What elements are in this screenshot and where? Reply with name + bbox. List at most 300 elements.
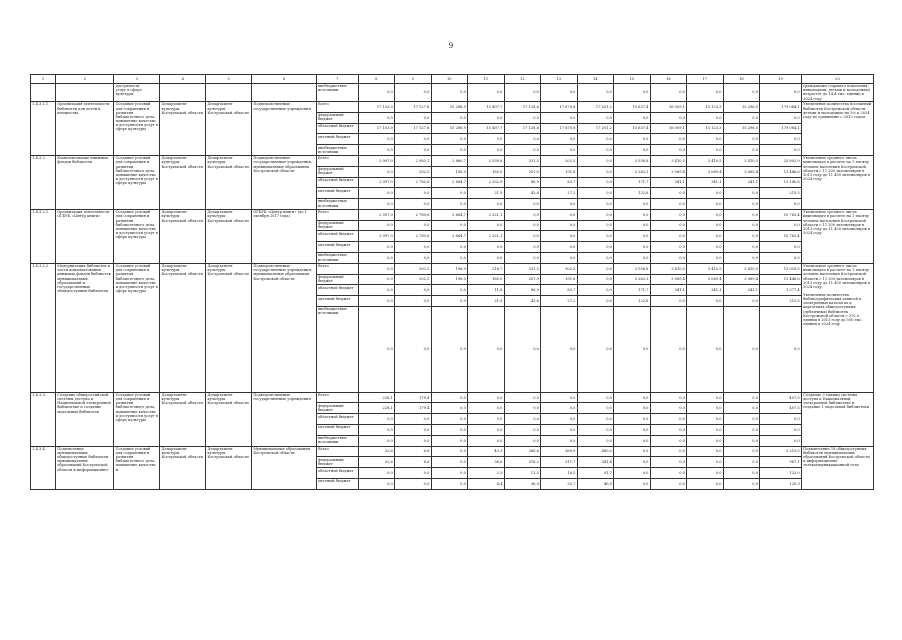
- column-number: 13: [541, 75, 578, 84]
- funding-value: 3 556,8: [614, 263, 651, 274]
- funding-value: 36,9: [504, 478, 541, 489]
- funding-value: 0,0: [504, 112, 541, 123]
- funding-value: 341,1: [687, 177, 724, 188]
- funding-value: 0,0: [687, 242, 724, 253]
- funding-value: 0,0: [650, 188, 687, 199]
- funding-value: 21,9: [468, 296, 505, 307]
- funding-value: 196,0: [431, 166, 468, 177]
- funding-value: 2 664,7: [431, 209, 468, 220]
- funding-value: 0,0: [687, 425, 724, 436]
- funding-value: 122,8: [614, 188, 651, 199]
- funding-value: 3 069,4: [723, 166, 760, 177]
- funding-value: 0,0: [358, 296, 395, 307]
- column-number: 1: [31, 75, 56, 84]
- funding-value: 0,0: [541, 242, 578, 253]
- funding-value: 2 997,0: [358, 209, 395, 220]
- funding-value: 32,7: [541, 478, 578, 489]
- funding-value: 15 039,5: [760, 263, 802, 274]
- funding-value: 0,0: [468, 145, 505, 156]
- funding-value: 0,0: [431, 306, 468, 392]
- item-task: Создание условий для сохранения и развития библиотечного дела, повышение качества и доступности услуг в сфере культуры: [114, 209, 160, 263]
- funding-value: 0,0: [577, 263, 614, 274]
- item-task: Создание условий для сохранения и развития библиотечного дела, повышение качества и: [114, 446, 160, 489]
- funding-value: 3 069,4: [650, 166, 687, 177]
- funding-value: 0,0: [650, 231, 687, 242]
- funding-source: Всего: [316, 263, 358, 274]
- funding-value: 13 446,6: [760, 274, 802, 285]
- funding-value: 0,0: [650, 457, 687, 468]
- funding-value: 17 670,6: [541, 123, 578, 134]
- funding-value: 15 123,3: [687, 102, 724, 113]
- funding-value: 0,0: [723, 446, 760, 457]
- funding-value: 215,5: [760, 296, 802, 307]
- funding-value: 0,0: [431, 296, 468, 307]
- funding-value: 0,0: [577, 166, 614, 177]
- funding-value: 0,0: [614, 83, 651, 101]
- funding-value: 0,0: [358, 435, 395, 446]
- funding-value: 0,0: [723, 220, 760, 231]
- funding-value: 2 997,0: [358, 231, 395, 242]
- funding-value: 0,0: [431, 253, 468, 264]
- funding-value: 0,0: [723, 253, 760, 264]
- funding-value: 0,0: [358, 414, 395, 425]
- column-number: 15: [614, 75, 651, 84]
- expected-result: Увеличение среднего числа книговыдач в расчете на 1 тысячу человек населения Костромской области с 11 200 экземпляров в 2013 году до 11 450 экземпляров в 2024 году: [801, 209, 873, 263]
- item-name: Организация деятельности библиотек для детей и юношества: [56, 102, 114, 156]
- funding-source: Всего: [316, 102, 358, 113]
- funding-value: 0,0: [431, 134, 468, 145]
- funding-value: 407,5: [760, 392, 802, 403]
- item-recipient: Подведомственные государственные учреждения: [252, 102, 317, 156]
- funding-value: 0,0: [431, 414, 468, 425]
- item-executor: Департамент культуры Костромской области: [160, 209, 206, 263]
- funding-value: 16 009,1: [650, 102, 687, 113]
- column-number: 16: [650, 75, 687, 84]
- funding-value: 266,6: [504, 446, 541, 457]
- funding-source: областной бюджет: [316, 468, 358, 479]
- funding-value: 341,4: [577, 457, 614, 468]
- funding-value: 0,0: [723, 306, 760, 392]
- funding-value: 0,0: [723, 392, 760, 403]
- funding-value: 0,0: [468, 403, 505, 414]
- funding-value: 1 377,4: [760, 285, 802, 296]
- funding-value: 0,0: [577, 253, 614, 264]
- funding-value: 0,0: [577, 83, 614, 101]
- funding-value: 2 860,7: [431, 155, 468, 166]
- funding-value: 0,0: [577, 177, 614, 188]
- funding-value: 341,1: [650, 285, 687, 296]
- funding-value: 0,0: [614, 468, 651, 479]
- funding-value: 0,0: [395, 188, 432, 199]
- funding-source: внебюджетные источники: [316, 253, 358, 264]
- funding-source: Всего: [316, 155, 358, 166]
- item-code: 1.4.3.3.: [31, 392, 56, 446]
- funding-value: 0,0: [358, 134, 395, 145]
- funding-value: 0,0: [614, 134, 651, 145]
- item-recipient: Подведомственные государственные учреждения, муниципальные образования Костромской области: [252, 155, 317, 209]
- funding-value: 3 410,5: [650, 263, 687, 274]
- funding-value: 17 128,6: [504, 102, 541, 113]
- funding-value: 0,0: [577, 425, 614, 436]
- funding-value: 407,5: [760, 403, 802, 414]
- funding-value: 0,0: [723, 231, 760, 242]
- funding-value: 196,0: [431, 263, 468, 274]
- funding-value: 0,0: [577, 392, 614, 403]
- funding-value: 202,5: [395, 166, 432, 177]
- funding-value: 0,0: [614, 306, 651, 392]
- funding-value: 0,0: [395, 145, 432, 156]
- funding-source: областной бюджет: [316, 414, 358, 425]
- funding-value: 0,0: [687, 188, 724, 199]
- funding-value: 191,6: [541, 274, 578, 285]
- funding-value: 27,2: [541, 296, 578, 307]
- funding-value: 179,4: [395, 403, 432, 414]
- funding-value: 0,0: [468, 112, 505, 123]
- funding-value: 341,1: [687, 285, 724, 296]
- funding-value: 0,0: [431, 220, 468, 231]
- funding-value: 86,9: [504, 285, 541, 296]
- funding-source: федеральный бюджет: [316, 112, 358, 123]
- funding-value: 0,0: [358, 145, 395, 156]
- funding-value: 331,5: [504, 263, 541, 274]
- funding-value: 11,8: [468, 285, 505, 296]
- item-code: 1.4.3.2.1.: [31, 209, 56, 263]
- funding-value: 0,0: [431, 145, 468, 156]
- funding-value: 0,0: [650, 253, 687, 264]
- funding-value: 0,0: [687, 478, 724, 489]
- funding-value: 17 127,8: [395, 102, 432, 113]
- funding-value: 0,0: [577, 403, 614, 414]
- funding-value: 0,0: [650, 468, 687, 479]
- funding-value: 0,0: [614, 231, 651, 242]
- funding-value: 3 262,3: [614, 166, 651, 177]
- funding-value: 0,0: [395, 112, 432, 123]
- funding-value: 0,0: [650, 296, 687, 307]
- funding-value: 0,0: [614, 112, 651, 123]
- funding-value: 191,6: [541, 166, 578, 177]
- funding-value: 1 219,0: [760, 446, 802, 457]
- item-executor: Департамент культуры Костромской области: [160, 155, 206, 209]
- funding-value: 0,0: [650, 145, 687, 156]
- funding-value: 10 763,4: [760, 209, 802, 220]
- funding-value: 302,5: [541, 263, 578, 274]
- funding-source: Всего: [316, 392, 358, 403]
- funding-value: 0,0: [614, 446, 651, 457]
- funding-value: 0,0: [577, 231, 614, 242]
- funding-value: 0,0: [395, 285, 432, 296]
- funding-value: 0,0: [723, 209, 760, 220]
- funding-value: 0,0: [614, 435, 651, 446]
- funding-value: 0,0: [577, 414, 614, 425]
- funding-value: 0,0: [504, 220, 541, 231]
- funding-value: 0,0: [504, 199, 541, 210]
- funding-value: 0,0: [468, 306, 505, 392]
- funding-value: 0,0: [723, 425, 760, 436]
- funding-value: 0,0: [723, 468, 760, 479]
- funding-value: 120,9: [760, 478, 802, 489]
- funding-value: 122,8: [614, 296, 651, 307]
- funding-value: 91,7: [577, 468, 614, 479]
- item-executor: [160, 83, 206, 101]
- funding-value: 0,0: [395, 478, 432, 489]
- column-number: 5: [206, 75, 252, 84]
- item-task: Создание условий для сохранения и развития библиотечного дела, повышение качества и доступности услуг в сфере культуры: [114, 392, 160, 446]
- funding-value: 179 084,1: [760, 102, 802, 113]
- funding-value: 0,0: [358, 425, 395, 436]
- funding-value: 0,0: [431, 188, 468, 199]
- funding-value: 0,0: [431, 425, 468, 436]
- funding-value: 17 201,2: [577, 123, 614, 134]
- funding-value: 0,0: [431, 392, 468, 403]
- column-number: 19: [760, 75, 802, 84]
- funding-value: 0,0: [650, 478, 687, 489]
- funding-value: 171,7: [614, 285, 651, 296]
- funding-value: 43,3: [468, 446, 505, 457]
- funding-value: 0,0: [687, 231, 724, 242]
- column-number: 18: [723, 75, 760, 84]
- funding-value: 0,0: [395, 242, 432, 253]
- funding-value: 0,0: [395, 296, 432, 307]
- funding-value: 0,0: [723, 435, 760, 446]
- funding-value: 0,0: [577, 188, 614, 199]
- funding-value: 0,0: [395, 199, 432, 210]
- funding-value: 0,0: [395, 468, 432, 479]
- funding-value: 0,0: [431, 83, 468, 101]
- funding-value: 13 446,6: [760, 166, 802, 177]
- funding-value: 15 288,9: [431, 102, 468, 113]
- column-number: 14: [577, 75, 614, 84]
- funding-source: федеральный бюджет: [316, 457, 358, 468]
- funding-value: 0,0: [468, 425, 505, 436]
- expected-result: Создание 3 единиц системы доступа к Национальной электронной библиотеке и создание 1 модельной библиотеки: [801, 392, 873, 446]
- funding-value: 2 780,6: [395, 231, 432, 242]
- funding-value: 3 069,4: [687, 166, 724, 177]
- item-code: 1.4.3.2.: [31, 155, 56, 209]
- table-row: [31, 209, 874, 220]
- funding-value: 0,0: [577, 296, 614, 307]
- funding-value: 3 410,5: [723, 263, 760, 274]
- funding-value: 0,0: [504, 253, 541, 264]
- funding-value: 2 780,6: [395, 209, 432, 220]
- funding-value: 0,0: [504, 403, 541, 414]
- funding-value: 0,0: [541, 392, 578, 403]
- funding-value: 0,0: [650, 209, 687, 220]
- funding-value: 0,0: [541, 231, 578, 242]
- funding-value: 0,0: [760, 253, 802, 264]
- funding-value: 228,1: [358, 392, 395, 403]
- column-number: 2: [56, 75, 114, 84]
- funding-source: областной бюджет: [316, 285, 358, 296]
- funding-value: 369,9: [541, 446, 578, 457]
- funding-value: 0,0: [431, 478, 468, 489]
- funding-value: 10 763,4: [760, 231, 802, 242]
- funding-source: Всего: [316, 209, 358, 220]
- funding-source: местный бюджет: [316, 242, 358, 253]
- funding-value: 0,0: [504, 425, 541, 436]
- funding-value: 0,0: [358, 112, 395, 123]
- column-number: 7: [316, 75, 358, 84]
- funding-source: местный бюджет: [316, 188, 358, 199]
- funding-value: 0,0: [687, 199, 724, 210]
- funding-source: федеральный бюджет: [316, 274, 358, 285]
- funding-source: внебюджетные источники: [316, 435, 358, 446]
- item-coexecutor: Департамент культуры Костромской области: [206, 446, 252, 489]
- funding-value: 0,0: [650, 414, 687, 425]
- funding-value: 52,6: [358, 457, 395, 468]
- funding-value: 0,0: [541, 145, 578, 156]
- funding-source: Всего: [316, 446, 358, 457]
- funding-value: 0,0: [358, 242, 395, 253]
- funding-value: 0,0: [760, 414, 802, 425]
- funding-value: 0,0: [760, 145, 802, 156]
- item-coexecutor: Департамент культуры Костромской области: [206, 155, 252, 209]
- expected-result: Увеличение среднего числа книговыдач в расчете на 1 тысячу человек населения Костромской области с 11 200 экземпляров в 2013 году до 11 450 экземпляров в 2024 году: [801, 155, 873, 209]
- funding-value: 0,0: [504, 392, 541, 403]
- funding-value: 15 288,9: [431, 123, 468, 134]
- item-name: Подключение муниципальных общедоступных библиотек муниципальных образований Костромской области к информационно-: [56, 446, 114, 489]
- funding-value: 218,2: [504, 457, 541, 468]
- funding-value: 0,0: [431, 446, 468, 457]
- item-code: [31, 83, 56, 101]
- funding-value: 0,0: [687, 457, 724, 468]
- funding-source: федеральный бюджет: [316, 166, 358, 177]
- funding-value: 228,1: [358, 403, 395, 414]
- funding-value: 0,0: [358, 83, 395, 101]
- funding-value: 0,0: [687, 446, 724, 457]
- funding-value: 0,0: [395, 414, 432, 425]
- funding-value: 202,5: [395, 274, 432, 285]
- item-name: Комплектование книжных фондов библиотек: [56, 155, 114, 209]
- funding-value: 0,0: [541, 435, 578, 446]
- column-number-row: [31, 75, 874, 84]
- item-code: 1.4.3.4.: [31, 446, 56, 489]
- funding-value: 0,0: [760, 242, 802, 253]
- funding-value: 46,9: [577, 478, 614, 489]
- funding-value: 2 321,1: [468, 209, 505, 220]
- funding-value: 202,5: [541, 155, 578, 166]
- funding-value: 6,6: [395, 457, 432, 468]
- column-number: 11: [468, 75, 505, 84]
- funding-value: 0,0: [650, 199, 687, 210]
- funding-value: 0,0: [614, 199, 651, 210]
- item-executor: Департамент культуры Костромской области: [160, 102, 206, 156]
- funding-value: 0,0: [760, 425, 802, 436]
- funding-value: 331,5: [504, 155, 541, 166]
- funding-value: 0,0: [577, 306, 614, 392]
- funding-value: 2 539,8: [468, 155, 505, 166]
- funding-value: 16,5: [541, 468, 578, 479]
- funding-value: 0,0: [468, 435, 505, 446]
- funding-value: 0,0: [650, 435, 687, 446]
- funding-value: 0,0: [358, 166, 395, 177]
- funding-value: 0,0: [577, 155, 614, 166]
- funding-value: 201,0: [504, 274, 541, 285]
- column-number: 9: [395, 75, 432, 84]
- funding-value: 0,0: [687, 83, 724, 101]
- funding-value: 0,0: [614, 253, 651, 264]
- funding-value: 0,0: [504, 435, 541, 446]
- funding-value: 15 637,4: [614, 102, 651, 113]
- funding-value: 0,0: [614, 403, 651, 414]
- table-row: [31, 83, 874, 101]
- funding-value: 0,0: [395, 83, 432, 101]
- funding-value: 0,0: [614, 414, 651, 425]
- funding-value: 0,0: [760, 112, 802, 123]
- funding-value: 0,0: [723, 414, 760, 425]
- funding-value: 2 321,1: [468, 231, 505, 242]
- table-row: [31, 155, 874, 166]
- item-name: [56, 83, 114, 101]
- funding-value: 0,0: [577, 134, 614, 145]
- column-number: 8: [358, 75, 395, 84]
- funding-value: 0,0: [687, 414, 724, 425]
- funding-source: внебюджетные источники: [316, 83, 358, 101]
- funding-value: 0,0: [577, 285, 614, 296]
- funding-value: 2 664,7: [431, 231, 468, 242]
- funding-value: 0,0: [723, 145, 760, 156]
- item-code: 1.4.3.2.2.: [31, 263, 56, 392]
- column-number: 17: [687, 75, 724, 84]
- funding-value: 0,0: [650, 220, 687, 231]
- funding-value: 0,0: [541, 209, 578, 220]
- column-number: 12: [504, 75, 541, 84]
- funding-value: 17 127,8: [395, 123, 432, 134]
- funding-value: 0,0: [431, 112, 468, 123]
- funding-value: 0,0: [358, 274, 395, 285]
- funding-value: 17 128,6: [504, 123, 541, 134]
- funding-source: областной бюджет: [316, 231, 358, 242]
- funding-value: 36,6: [468, 457, 505, 468]
- funding-value: 0,0: [687, 220, 724, 231]
- funding-value: 215,5: [760, 188, 802, 199]
- funding-source: областной бюджет: [316, 177, 358, 188]
- funding-value: 0,0: [650, 134, 687, 145]
- funding-value: 480,0: [577, 446, 614, 457]
- funding-value: 341,1: [723, 177, 760, 188]
- funding-value: 122,0: [760, 468, 802, 479]
- funding-value: 179 084,1: [760, 123, 802, 134]
- funding-value: 83,7: [541, 177, 578, 188]
- funding-value: 15 296,5: [723, 102, 760, 113]
- funding-value: 0,0: [431, 435, 468, 446]
- funding-value: 43,6: [504, 188, 541, 199]
- funding-value: 0,0: [723, 134, 760, 145]
- funding-value: 0,0: [541, 220, 578, 231]
- funding-value: 0,0: [723, 296, 760, 307]
- funding-value: 0,0: [760, 134, 802, 145]
- funding-value: 15 123,3: [687, 123, 724, 134]
- item-coexecutor: Департамент культуры Костромской области: [206, 209, 252, 263]
- funding-value: 0,0: [468, 83, 505, 101]
- item-name: Модернизация библиотек в части комплектования книжных фондов библиотек муниципальных образований и государственных общедоступных библиотек: [56, 263, 114, 392]
- funding-value: 0,0: [504, 414, 541, 425]
- funding-value: 0,0: [504, 242, 541, 253]
- funding-value: 0,0: [541, 112, 578, 123]
- funding-value: 0,0: [468, 392, 505, 403]
- funding-value: 2 983,1: [395, 155, 432, 166]
- funding-value: 0,0: [760, 220, 802, 231]
- funding-source: областной бюджет: [316, 123, 358, 134]
- funding-value: 0,0: [687, 468, 724, 479]
- funding-value: 86,9: [504, 177, 541, 188]
- funding-value: 0,0: [468, 134, 505, 145]
- item-coexecutor: Департамент культуры Костромской области: [206, 102, 252, 156]
- item-task: доступности услуг в сфере культуры: [114, 83, 160, 101]
- funding-value: 0,0: [541, 253, 578, 264]
- funding-value: 0,0: [723, 83, 760, 101]
- funding-value: 2 780,6: [395, 177, 432, 188]
- funding-value: 0,0: [687, 435, 724, 446]
